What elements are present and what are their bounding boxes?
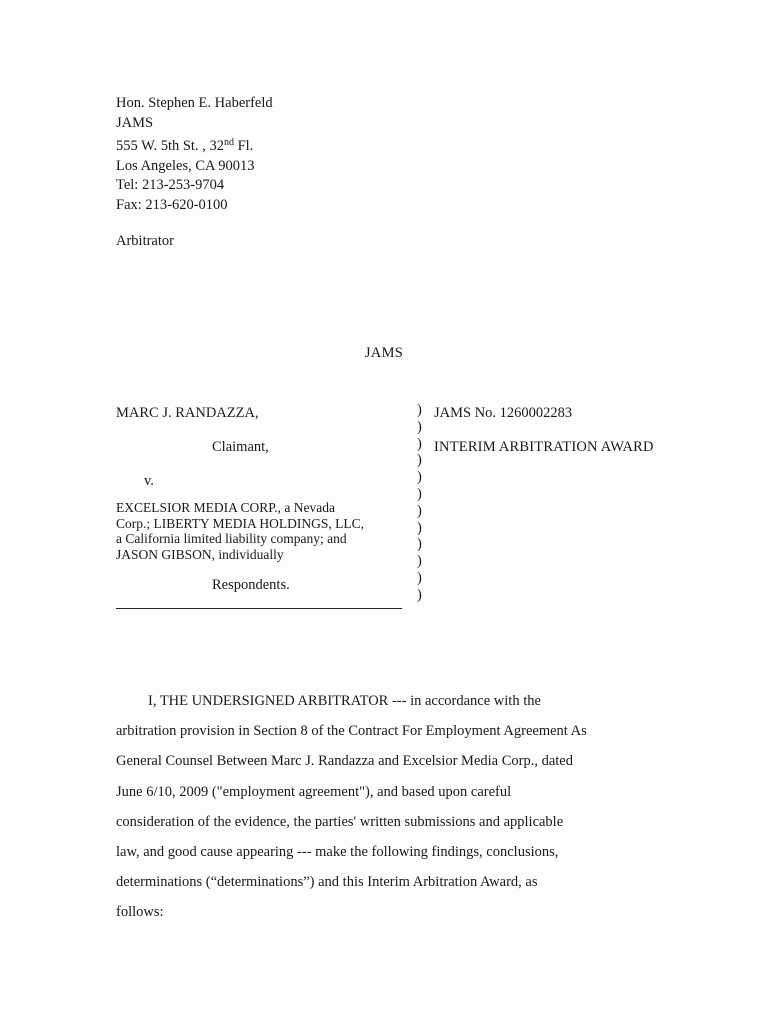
caption-parenthesis: ) — [417, 553, 422, 570]
telephone: Tel: 213-253-9704 — [116, 177, 225, 193]
body-line: determinations (“determinations”) and this Interim Arbitration Award, as — [116, 874, 538, 891]
forum-heading: JAMS — [364, 345, 404, 361]
respondents-line: EXCELSIOR MEDIA CORP., a Nevada — [116, 500, 335, 515]
award-body-paragraph — [116, 686, 676, 928]
arbitrator-name: Hon. Stephen E. Haberfeld — [116, 95, 273, 111]
body-line: consideration of the evidence, the parties' written submissions and applicable — [116, 813, 564, 830]
street-address — [116, 133, 273, 157]
caption-parenthesis: ) — [417, 452, 422, 469]
role-label: Arbitrator — [116, 233, 174, 249]
body-line: June 6/10, 2009 ("employment agreement"), and based upon careful — [116, 783, 512, 800]
caption-parenthesis: ) — [417, 469, 422, 486]
document-title: INTERIM ARBITRATION AWARD — [434, 439, 654, 455]
organization-name: JAMS — [116, 114, 154, 131]
respondents-line: JASON GIBSON, individually — [116, 546, 284, 562]
body-line: General Counsel Between Marc J. Randazza and Excelsior Media Corp., dated — [116, 753, 573, 770]
body-line: follows: — [116, 904, 164, 921]
street-address-main: 555 W. 5th St. , 32 — [116, 138, 224, 154]
respondents-label: Respondents. — [212, 577, 290, 593]
caption-parenthesis: ) — [417, 569, 422, 586]
caption-parenthesis: ) — [417, 536, 422, 553]
arbitrator-address-block — [116, 94, 273, 215]
city-state-zip: Los Angeles, CA 90013 — [116, 157, 255, 174]
claimant-name: MARC J. RANDAZZA, — [116, 405, 259, 421]
caption-underline — [116, 608, 402, 609]
body-line: law, and good cause appearing --- make the following findings, conclusions, — [116, 844, 559, 861]
caption-parenthesis: ) — [417, 502, 422, 519]
claimant-label: Claimant, — [212, 439, 269, 455]
street-address-floor: Fl. — [233, 138, 254, 154]
body-line: I, THE UNDERSIGNED ARBITRATOR --- in accordance with the — [148, 693, 541, 709]
caption-parenthesis: ) — [417, 435, 422, 452]
respondents-names — [116, 500, 406, 562]
case-number: JAMS No. 1260002283 — [434, 405, 573, 421]
caption-parenthesis: ) — [417, 418, 422, 435]
caption-parenthesis: ) — [417, 485, 422, 502]
caption-parenthesis: ) — [417, 586, 422, 603]
caption-parenthesis: ) — [417, 402, 422, 418]
versus-label: v. — [144, 473, 154, 489]
caption-parenthesis-column — [417, 402, 422, 604]
body-line: arbitration provision in Section 8 of the Contract For Employment Agreement As — [116, 723, 587, 740]
respondents-line: a California limited liability company; and — [116, 531, 347, 546]
respondents-line: Corp.; LIBERTY MEDIA HOLDINGS, LLC, — [116, 515, 365, 531]
caption-parenthesis: ) — [417, 519, 422, 536]
fax: Fax: 213-620-0100 — [116, 196, 228, 213]
street-address-ordinal: nd — [223, 137, 234, 148]
